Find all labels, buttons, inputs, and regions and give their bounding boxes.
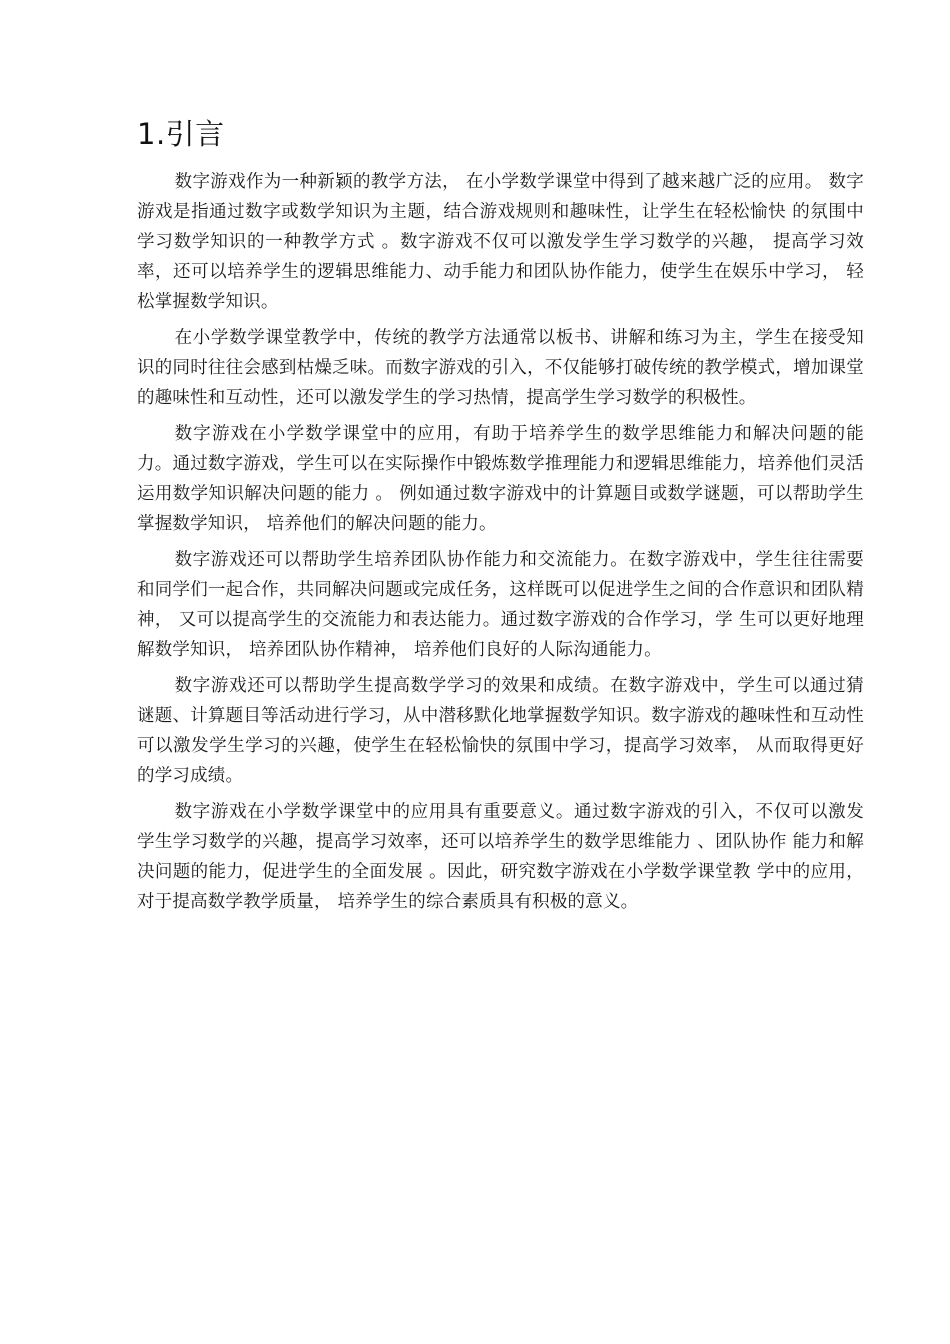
section-heading: 1.引言 [137, 117, 225, 151]
paragraph-1: 数字游戏作为一种新颖的教学方法， 在小学数学课堂中得到了越来越广泛的应用。 数字游戏是指通过数字或数学知识为主题，结合游戏规则和趣味性，让学生在轻松愉快 的氛围中学习数学知识的一种教学方式 。数字游戏不仅可以激发学生学习数学的兴趣， 提高学习效率，还可以培养学生的逻辑思维能力、动手能力和团队协作能力，使学生在娱乐中学习， 轻松掌握数学知识。 [137, 172, 864, 312]
paragraph-6: 数字游戏在小学数学课堂中的应用具有重要意义。通过数字游戏的引入，不仅可以激发学生学习数学的兴趣，提高学习效率，还可以培养学生的数学思维能力 、团队协作 能力和解决问题的能力，促进学生的全面发展 。因此，研究数字游戏在小学数学课堂教 学中的应用， 对于提高数学教学质量， 培养学生的综合素质具有积极的意义。 [137, 802, 864, 912]
paragraph-2: 在小学数学课堂教学中，传统的教学方法通常以板书、讲解和练习为主，学生在接受知识的同时往往会感到枯燥乏味。而数字游戏的引入，不仅能够打破传统的教学模式，增加课堂的趣味性和互动性，还可以激发学生的学习热情，提高学生学习数学的积极性。 [137, 328, 864, 408]
body-text [137, 167, 864, 923]
paragraph-3: 数字游戏在小学数学课堂中的应用，有助于培养学生的数学思维能力和解决问题的能力。通过数字游戏，学生可以在实际操作中锻炼数学推理能力和逻辑思维能力，培养他们灵活运用数学知识解决问题的能力 。 例如通过数字游戏中的计算题目或数学谜题，可以帮助学生掌握数学知识， 培养他们的解决问题的能力。 [137, 424, 864, 534]
paragraph-5: 数字游戏还可以帮助学生提高数学学习的效果和成绩。在数字游戏中，学生可以通过猜谜题、计算题目等活动进行学习，从中潜移默化地掌握数学知识。数字游戏的趣味性和互动性可以激发学生学习的兴趣，使学生在轻松愉快的氛围中学习，提高学习效率， 从而取得更好的学习成绩。 [137, 676, 864, 786]
paragraph-4: 数字游戏还可以帮助学生培养团队协作能力和交流能力。在数字游戏中，学生往往需要和同学们一起合作，共同解决问题或完成任务，这样既可以促进学生之间的合作意识和团队精神， 又可以提高学生的交流能力和表达能力。通过数字游戏的合作学习，学 生可以更好地理解数学知识， 培养团队协作精神， 培养他们良好的人际沟通能力。 [137, 550, 864, 660]
